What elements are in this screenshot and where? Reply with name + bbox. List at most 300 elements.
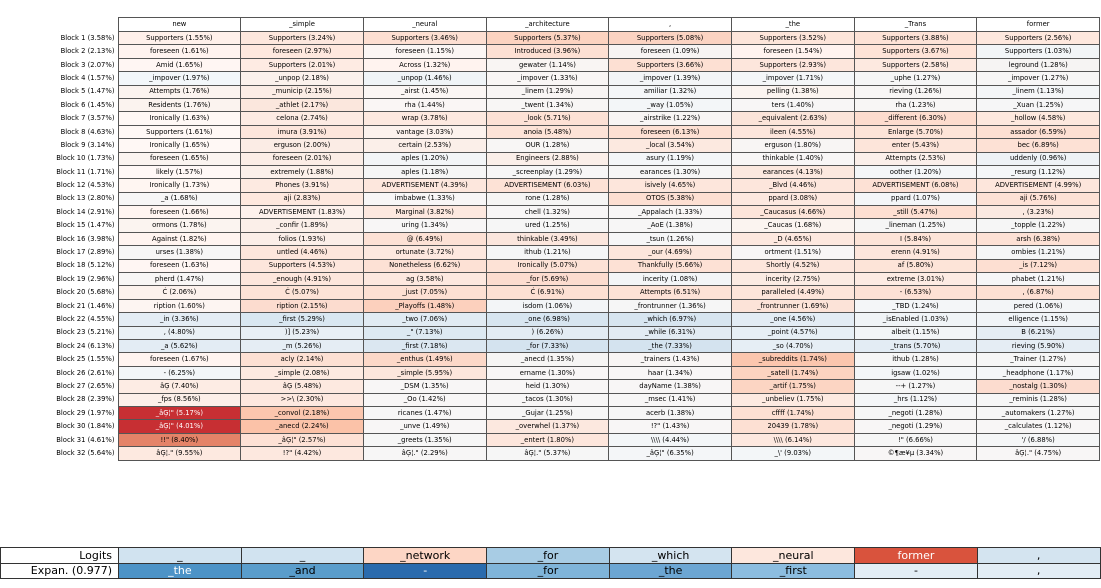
block-row (0, 259, 1100, 272)
token-cell: incerity (2.75%) (731, 273, 854, 286)
token-cell: thinkable (1.40%) (731, 152, 854, 165)
token-cell: dayName (1.38%) (609, 380, 732, 393)
block-row (0, 85, 1100, 98)
block-label: Block 16 (3.98%) (56, 234, 115, 243)
token-cell: _local (3.54%) (609, 139, 732, 152)
block-label: Block 28 (2.39%) (56, 395, 115, 404)
token-cell: rha (1.44%) (363, 98, 486, 111)
logits-token: _ (119, 548, 242, 564)
token-cell: earances (1.30%) (609, 165, 732, 178)
token-cell: Introduced (3.96%) (486, 45, 609, 58)
token-cell: Ironically (1.65%) (118, 139, 241, 152)
token-cell: _Xuan (1.25%) (977, 98, 1100, 111)
token-cell: _for (7.33%) (486, 339, 609, 352)
block-row (0, 246, 1100, 259)
block-label: Block 31 (4.61%) (56, 435, 115, 444)
token-cell: Supporters (3.66%) (609, 58, 732, 71)
token-cell: Supporters (5.08%) (609, 32, 732, 45)
token-cell: oother (1.20%) (854, 165, 977, 178)
token-cell: _enthus (1.49%) (363, 353, 486, 366)
token-cell: paralleled (4.49%) (731, 286, 854, 299)
token-cell: pherd (1.47%) (118, 273, 241, 286)
corner-cell (0, 18, 118, 32)
token-cell: OTOS (5.38%) (609, 192, 732, 205)
token-cell: ppard (1.07%) (854, 192, 977, 205)
token-cell: Residents (1.76%) (118, 98, 241, 111)
token-cell: âĢ¦." (2.29%) (363, 447, 486, 460)
block-label: Block 25 (1.55%) (56, 355, 115, 364)
token-cell: _greets (1.35%) (363, 433, 486, 446)
token-cell: ription (1.60%) (118, 299, 241, 312)
token-cell: _look (5.71%) (486, 112, 609, 125)
token-cell: _anecd (2.24%) (241, 420, 364, 433)
token-cell: arsh (6.38%) (977, 232, 1100, 245)
token-cell: _different (6.30%) (854, 112, 977, 125)
token-cell: Ironically (1.63%) (118, 112, 241, 125)
token-cell: foreseen (2.01%) (241, 152, 364, 165)
token-cell: _" (7.13%) (363, 326, 486, 339)
token-cell: foreseen (1.54%) (731, 45, 854, 58)
token-cell: _unpop (1.46%) (363, 72, 486, 85)
token-cell: Supporters (2.01%) (241, 58, 364, 71)
token-cell: _enough (4.91%) (241, 273, 364, 286)
token-cell: _simple (2.08%) (241, 366, 364, 379)
token-cell: _simple (5.95%) (363, 366, 486, 379)
block-label: Block 10 (1.73%) (56, 154, 115, 163)
token-cell: _uphe (1.27%) (854, 72, 977, 85)
token-cell: _equivalent (2.63%) (731, 112, 854, 125)
token-cell: _hollow (4.58%) (977, 112, 1100, 125)
token-cell: _airstrike (1.22%) (609, 112, 732, 125)
token-cell: foreseen (1.63%) (118, 259, 241, 272)
expansion-token: _the (119, 563, 242, 579)
logits-token: _which (609, 548, 732, 564)
token-cell: Ċ (6.91%) (486, 286, 609, 299)
column-header: _the (731, 18, 854, 32)
token-cell: _convol (2.18%) (241, 406, 364, 419)
logits-token: _ (241, 548, 364, 564)
token-cell: 20439 (1.78%) (731, 420, 854, 433)
token-cell: _Playoffs (1.48%) (363, 299, 486, 312)
block-label: Block 4 (1.57%) (60, 73, 115, 82)
token-cell: - (6.53%) (854, 286, 977, 299)
token-cell: acly (2.14%) (241, 353, 364, 366)
token-cell: âĢ¦." (4.75%) (977, 447, 1100, 460)
token-cell: _one (4.56%) (731, 313, 854, 326)
block-label: Block 1 (3.58%) (60, 33, 115, 42)
token-cell: aji (2.83%) (241, 192, 364, 205)
token-cell: chell (1.32%) (486, 206, 609, 219)
block-row (0, 152, 1100, 165)
token-cell: _twent (1.34%) (486, 98, 609, 111)
token-cell: assador (6.59%) (977, 125, 1100, 138)
token-cell: rieving (1.26%) (854, 85, 977, 98)
token-cell: \\\\ (6.14%) (731, 433, 854, 446)
token-cell: _isEnabled (1.03%) (854, 313, 977, 326)
token-cell: extremely (1.88%) (241, 165, 364, 178)
token-cell: erenn (4.91%) (854, 246, 977, 259)
token-cell: B (6.21%) (977, 326, 1100, 339)
token-cell: , (3.23%) (977, 206, 1100, 219)
token-cell: cffff (1.74%) (731, 406, 854, 419)
token-cell: aples (1.20%) (363, 152, 486, 165)
token-cell: _automakers (1.27%) (977, 406, 1100, 419)
token-cell: _impover (1.39%) (609, 72, 732, 85)
token-cell: foreseen (1.66%) (118, 206, 241, 219)
block-row (0, 179, 1100, 192)
block-label: Block 12 (4.53%) (56, 181, 115, 190)
column-header: _Trans (854, 18, 977, 32)
token-cell: _reminis (1.28%) (977, 393, 1100, 406)
token-cell: _nostalg (1.30%) (977, 380, 1100, 393)
token-cell: !" (6.66%) (854, 433, 977, 446)
logits-token: former (855, 548, 978, 564)
token-cell: _airst (1.45%) (363, 85, 486, 98)
token-cell: _trainers (1.43%) (609, 353, 732, 366)
token-cell: Marginal (3.82%) (363, 206, 486, 219)
token-cell: Supporters (4.53%) (241, 259, 364, 272)
block-label: Block 5 (1.47%) (60, 87, 115, 96)
token-cell: Supporters (2.56%) (977, 32, 1100, 45)
token-cell: Amid (1.65%) (118, 58, 241, 71)
block-row (0, 299, 1100, 312)
logits-label: Logits (1, 548, 119, 564)
token-cell: ag (3.58%) (363, 273, 486, 286)
token-cell: ADVERTISEMENT (6.08%) (854, 179, 977, 192)
token-cell: _impover (1.71%) (731, 72, 854, 85)
expansion-row (1, 563, 1101, 579)
token-cell: !!" (8.40%) (118, 433, 241, 446)
token-cell: uring (1.34%) (363, 219, 486, 232)
token-cell: foreseen (1.65%) (118, 152, 241, 165)
token-cell: _tsun (1.26%) (609, 232, 732, 245)
token-cell: ters (1.40%) (731, 98, 854, 111)
token-cell: Supporters (3.88%) (854, 32, 977, 45)
block-row (0, 45, 1100, 58)
column-header: former (977, 18, 1100, 32)
block-label: Block 15 (1.47%) (56, 221, 115, 230)
token-cell: _trans (5.70%) (854, 339, 977, 352)
token-cell: foreseen (1.15%) (363, 45, 486, 58)
token-cell: ormons (1.78%) (118, 219, 241, 232)
token-cell: asury (1.19%) (609, 152, 732, 165)
expansion-token: _for (487, 563, 610, 579)
token-cell: _Blvd (4.46%) (731, 179, 854, 192)
token-cell: âĢ (7.40%) (118, 380, 241, 393)
column-header: _architecture (486, 18, 609, 32)
block-label: Block 3 (2.07%) (60, 60, 115, 69)
token-cell: anoia (5.48%) (486, 125, 609, 138)
token-cell: wrap (3.78%) (363, 112, 486, 125)
token-cell: ured (1.25%) (486, 219, 609, 232)
token-cell: Supporters (5.37%) (486, 32, 609, 45)
token-cell: _headphone (1.17%) (977, 366, 1100, 379)
token-cell: Ironically (5.07%) (486, 259, 609, 272)
token-cell: isively (4.65%) (609, 179, 732, 192)
logits-token: _neural (732, 548, 855, 564)
token-cell: _municip (2.15%) (241, 85, 364, 98)
token-cell: _way (1.05%) (609, 98, 732, 111)
block-row (0, 206, 1100, 219)
token-cell: Attempts (2.53%) (854, 152, 977, 165)
token-cell: _Oo (1.42%) (363, 393, 486, 406)
token-cell: _subreddits (1.74%) (731, 353, 854, 366)
block-label: Block 14 (2.91%) (56, 207, 115, 216)
logits-token: _network (364, 548, 487, 564)
token-cell: _unbeliev (1.75%) (731, 393, 854, 406)
token-cell: _entert (1.80%) (486, 433, 609, 446)
token-cell: haar (1.34%) (609, 366, 732, 379)
token-cell: _satell (1.74%) (731, 366, 854, 379)
token-cell: _fps (8.56%) (118, 393, 241, 406)
block-row (0, 112, 1100, 125)
token-cell: _our (4.69%) (609, 246, 732, 259)
expansion-token: - (364, 563, 487, 579)
token-cell: _m (5.26%) (241, 339, 364, 352)
block-row (0, 313, 1100, 326)
token-cell: _âĢ¦" (2.57%) (241, 433, 364, 446)
token-cell: âĢ¦." (5.37%) (486, 447, 609, 460)
token-cell: Supporters (2.93%) (731, 58, 854, 71)
logits-token: , (977, 548, 1100, 564)
block-row (0, 219, 1100, 232)
token-cell: _D (4.65%) (731, 232, 854, 245)
block-label: Block 6 (1.45%) (60, 100, 115, 109)
token-cell: _msec (1.41%) (609, 393, 732, 406)
token-cell: _which (6.97%) (609, 313, 732, 326)
block-label: Block 32 (5.64%) (56, 448, 115, 457)
token-cell: untled (4.46%) (241, 246, 364, 259)
block-row (0, 380, 1100, 393)
token-cell: _is (7.12%) (977, 259, 1100, 272)
token-cell: _âĢ¦" (5.17%) (118, 406, 241, 419)
token-cell: earances (4.13%) (731, 165, 854, 178)
prediction-rows (0, 547, 1101, 579)
token-cell: _calculates (1.12%) (977, 420, 1100, 433)
block-label: Block 9 (3.14%) (60, 140, 115, 149)
token-cell: _impover (1.27%) (977, 72, 1100, 85)
token-cell: foreseen (1.09%) (609, 45, 732, 58)
token-cell: _overwhel (1.37%) (486, 420, 609, 433)
block-row (0, 366, 1100, 379)
token-cell: _first (7.18%) (363, 339, 486, 352)
token-cell: foreseen (1.67%) (118, 353, 241, 366)
token-cell: âĢ (5.48%) (241, 380, 364, 393)
block-label: Block 2 (2.13%) (60, 47, 115, 56)
token-cell: heid (1.30%) (486, 380, 609, 393)
block-row (0, 339, 1100, 352)
block-label: Block 13 (2.80%) (56, 194, 115, 203)
token-cell: _artif (1.75%) (731, 380, 854, 393)
token-cell: '/ (6.88%) (977, 433, 1100, 446)
block-row (0, 232, 1100, 245)
token-cell: , (6.87%) (977, 286, 1100, 299)
token-cell: _tacos (1.30%) (486, 393, 609, 406)
token-cell: ADVERTISEMENT (6.03%) (486, 179, 609, 192)
token-cell: _one (6.98%) (486, 313, 609, 326)
token-cell: vantage (3.03%) (363, 125, 486, 138)
token-cell: âĢ¦." (9.55%) (118, 447, 241, 460)
token-cell: _unve (1.49%) (363, 420, 486, 433)
token-cell: ortunate (3.72%) (363, 246, 486, 259)
token-cell: \\\\ (4.44%) (609, 433, 732, 446)
block-label: Block 27 (2.65%) (56, 381, 115, 390)
token-cell: igsaw (1.02%) (854, 366, 977, 379)
block-label: Block 21 (1.46%) (56, 301, 115, 310)
token-cell: urses (1.38%) (118, 246, 241, 259)
token-cell: Enlarge (5.70%) (854, 125, 977, 138)
token-cell: Ċ (5.07%) (241, 286, 364, 299)
token-cell: _the (7.33%) (609, 339, 732, 352)
logits-token: _for (487, 548, 610, 564)
token-cell: Shortly (4.52%) (731, 259, 854, 272)
block-row (0, 406, 1100, 419)
token-cell: pelling (1.38%) (731, 85, 854, 98)
expansion-token: _the (609, 563, 732, 579)
block-row (0, 447, 1100, 460)
token-cell: _Caucasus (4.66%) (731, 206, 854, 219)
token-cell: _âĢ¦" (4.01%) (118, 420, 241, 433)
expansion-token: _first (732, 563, 855, 579)
token-cell: Supporters (1.55%) (118, 32, 241, 45)
token-cell: ription (2.15%) (241, 299, 364, 312)
block-row (0, 139, 1100, 152)
token-cell: OUR (1.28%) (486, 139, 609, 152)
block-label: Block 29 (1.97%) (56, 408, 115, 417)
token-cell: ileen (4.55%) (731, 125, 854, 138)
token-cell: ortment (1.51%) (731, 246, 854, 259)
token-cell: _so (4.70%) (731, 339, 854, 352)
token-cell: af (5.80%) (854, 259, 977, 272)
token-cell: _first (5.29%) (241, 313, 364, 326)
token-cell: erguson (1.80%) (731, 139, 854, 152)
token-cell: foreseen (2.97%) (241, 45, 364, 58)
token-cell: Supporters (3.52%) (731, 32, 854, 45)
token-cell: isdom (1.06%) (486, 299, 609, 312)
token-cell: _frontrunner (1.69%) (731, 299, 854, 312)
token-cell: !?" (1.43%) (609, 420, 732, 433)
expansion-token: _and (241, 563, 364, 579)
token-cell: likely (1.57%) (118, 165, 241, 178)
token-cell: pered (1.06%) (977, 299, 1100, 312)
token-cell: ADVERTISEMENT (4.39%) (363, 179, 486, 192)
token-cell: _two (7.06%) (363, 313, 486, 326)
token-cell: _DSM (1.35%) (363, 380, 486, 393)
token-cell: celona (2.74%) (241, 112, 364, 125)
token-cell: imura (3.91%) (241, 125, 364, 138)
token-cell: folios (1.93%) (241, 232, 364, 245)
block-label: Block 8 (4.63%) (60, 127, 115, 136)
token-cell: ppard (3.08%) (731, 192, 854, 205)
block-row (0, 72, 1100, 85)
token-cell: foreseen (1.61%) (118, 45, 241, 58)
token-cell: aples (1.18%) (363, 165, 486, 178)
token-cell: ombies (1.21%) (977, 246, 1100, 259)
token-cell: _a (1.68%) (118, 192, 241, 205)
token-cell: _anecd (1.35%) (486, 353, 609, 366)
block-row (0, 165, 1100, 178)
token-cell: _athlet (2.17%) (241, 98, 364, 111)
token-cell: Against (1.82%) (118, 232, 241, 245)
token-cell: Across (1.32%) (363, 58, 486, 71)
token-cell: @ (6.49%) (363, 232, 486, 245)
token-cell: Supporters (3.46%) (363, 32, 486, 45)
token-cell: - (6.25%) (118, 366, 241, 379)
expansion-token: - (855, 563, 978, 579)
block-row (0, 420, 1100, 433)
token-cell: _point (4.57%) (731, 326, 854, 339)
token-cell: ername (1.30%) (486, 366, 609, 379)
token-cell: thinkable (3.49%) (486, 232, 609, 245)
token-cell: _TBD (1.24%) (854, 299, 977, 312)
token-cell: _linem (1.13%) (977, 85, 1100, 98)
token-cell: --+ (1.27%) (854, 380, 977, 393)
token-cell: certain (2.53%) (363, 139, 486, 152)
column-header: , (609, 18, 732, 32)
block-row (0, 32, 1100, 45)
token-cell: phabet (1.21%) (977, 273, 1100, 286)
token-cell: Supporters (3.67%) (854, 45, 977, 58)
token-cell: ADVERTISEMENT (1.83%) (241, 206, 364, 219)
token-cell: !?" (4.42%) (241, 447, 364, 460)
token-cell: _resurg (1.12%) (977, 165, 1100, 178)
token-cell: Engineers (2.88%) (486, 152, 609, 165)
token-cell: Attempts (6.51%) (609, 286, 732, 299)
token-cell: _negoti (1.28%) (854, 406, 977, 419)
block-row (0, 273, 1100, 286)
block-label: Block 23 (5.21%) (56, 328, 115, 337)
token-cell: )] (5.23%) (241, 326, 364, 339)
token-cell: aji (5.76%) (977, 192, 1100, 205)
block-row (0, 393, 1100, 406)
block-row (0, 286, 1100, 299)
token-cell: Supporters (3.24%) (241, 32, 364, 45)
token-cell: rha (1.23%) (854, 98, 977, 111)
block-label: Block 30 (1.84%) (56, 422, 115, 431)
token-cell: incerity (1.08%) (609, 273, 732, 286)
token-cell: _lineman (1.25%) (854, 219, 977, 232)
token-cell: _impover (1.97%) (118, 72, 241, 85)
block-label: Block 22 (4.55%) (56, 315, 115, 323)
token-cell: Supporters (1.61%) (118, 125, 241, 138)
block-label: Block 20 (5.68%) (56, 288, 115, 297)
token-cell: _Gujar (1.25%) (486, 406, 609, 419)
logit-lens-grid (0, 17, 1100, 461)
token-cell: _âĢ¦" (6.35%) (609, 447, 732, 460)
token-cell: _\' (9.03%) (731, 447, 854, 460)
block-label: Block 11 (1.71%) (56, 167, 115, 176)
token-cell: _Caucas (1.68%) (731, 219, 854, 232)
token-cell: >>\ (2.30%) (241, 393, 364, 406)
token-cell: Thankfully (5.66%) (609, 259, 732, 272)
token-cell: ricanes (1.47%) (363, 406, 486, 419)
token-cell: bec (6.89%) (977, 139, 1100, 152)
token-cell: ) (6.26%) (486, 326, 609, 339)
token-cell: rone (1.28%) (486, 192, 609, 205)
token-cell: _Trainer (1.27%) (977, 353, 1100, 366)
block-row (0, 192, 1100, 205)
token-cell: amiliar (1.32%) (609, 85, 732, 98)
token-cell: uddenly (0.96%) (977, 152, 1100, 165)
token-cell: ©¶æ¥µ (3.34%) (854, 447, 977, 460)
token-cell: foreseen (6.13%) (609, 125, 732, 138)
block-row (0, 353, 1100, 366)
token-cell: Ironically (1.73%) (118, 179, 241, 192)
token-cell: Nonetheless (6.62%) (363, 259, 486, 272)
token-cell: _impover (1.33%) (486, 72, 609, 85)
token-cell: _a (5.62%) (118, 339, 241, 352)
token-cell: _Appalach (1.33%) (609, 206, 732, 219)
